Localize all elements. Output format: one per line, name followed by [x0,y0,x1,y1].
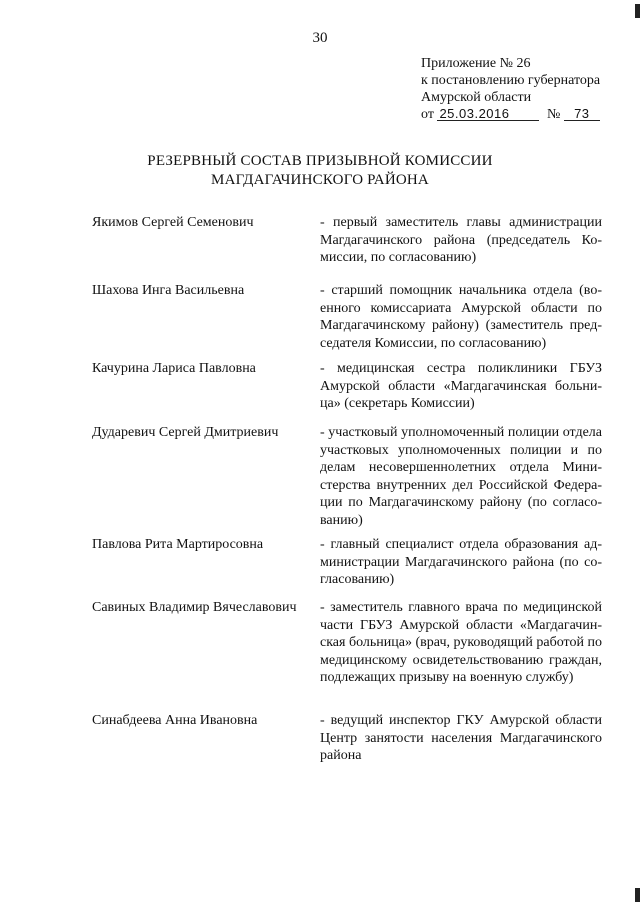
member-role: - медицинская сестра поликлиники ГБУЗ Амурской области «Магдагачинская больница» (секретарь Комиссии) [320,361,602,411]
member-name: Савиных Владимир Вячеславович [92,600,297,615]
appendix-line-2: к постановлению губернатора [421,73,601,88]
appendix-date-line [421,106,621,123]
member-role: - заместитель главного врача по медицинской части ГБУЗ Амурской области «Магдагачинская больница» (врач, руководящий работой по медицинскому освидетельствованию граждан, подлежащих призыву на военную службу) [320,600,602,685]
document-title [0,152,640,190]
member-role: - участковый уполномоченный полиции отдела участковых уполномоченных полиции и по делам несовершеннолетних отдела Министерства внутренних дел Российской Федерации по Магдагачинскому району (по согласованию) [320,425,602,528]
page-number: 30 [312,30,328,46]
number-prefix: № [546,107,561,122]
member-name: Якимов Сергей Семенович [92,215,254,230]
appendix-line-1: Приложение № 26 [421,56,531,71]
decree-date: 25.03.2016 [437,107,539,121]
member-name: Шахова Инга Васильевна [92,283,245,298]
member-name: Дударевич Сергей Дмитриевич [92,425,279,440]
date-prefix: от [421,107,434,122]
member-role: - старший помощник начальника отдела (военного комиссариата Амурской области по Магдагачинскому району) (заместитель председателя Комиссии, по согласованию) [320,283,602,351]
decree-number: 73 [564,107,600,121]
member-role: - главный специалист отдела образования администрации Магдагачинского района (по согласованию) [320,537,602,587]
appendix-block [421,55,621,123]
title-line-1: РЕЗЕРВНЫЙ СОСТАВ ПРИЗЫВНОЙ КОМИССИИ [147,153,493,169]
scan-edge-mark [635,4,640,18]
member-name: Павлова Рита Мартиросовна [92,537,264,552]
appendix-line-3: Амурской области [421,90,532,105]
title-line-2: МАГДАГАЧИНСКОГО РАЙОНА [211,172,429,188]
member-role: - ведущий инспектор ГКУ Амурской области Центр занятости населения Магдагачинского района [320,713,602,763]
scan-edge-mark [635,888,640,902]
member-role: - первый заместитель главы администрации Магдагачинского района (председатель Комиссии, по согласованию) [320,215,602,265]
member-name: Синабдеева Анна Ивановна [92,713,258,728]
member-name: Качурина Лариса Павловна [92,361,256,376]
